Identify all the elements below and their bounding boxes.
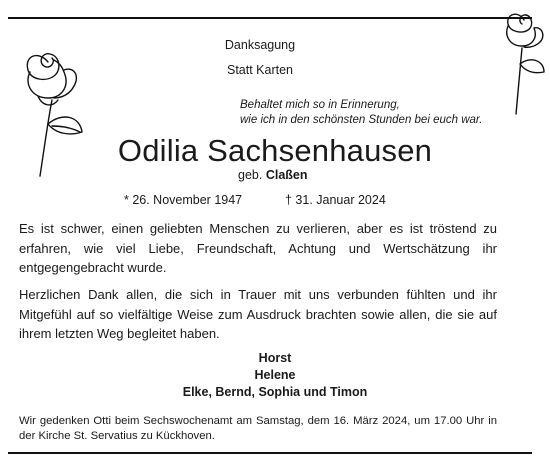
birth-date: * 26. November 1947 [124, 193, 243, 207]
memorial-quote [240, 98, 500, 128]
paragraph-1: Es ist schwer, einen geliebten Menschen zu verlieren, aber es ist tröstend zu erfahren, wie viel Liebe, Freundschaft, Achtung und Wertschätzung ihr entgegengebracht wurde. [19, 221, 497, 275]
memorial-service-note: Wir gedenken Otti beim Sechswochenamt am Samstag, dem 16. März 2024, um 17.00 Uhr in der Kirche St. Servatius zu Kückhoven. [19, 415, 497, 442]
maiden-name: Claßen [265, 168, 308, 182]
signers [0, 350, 550, 401]
notice-subheader: Statt Karten [226, 63, 293, 77]
quote-line-2: wie ich in den schönsten Stunden bei euch war. [240, 114, 483, 126]
notice-header: Danksagung [224, 38, 296, 52]
rose-corner-icon [500, 6, 550, 116]
paragraph-2: Herzlichen Dank allen, die sich in Trauer mit uns verbunden fühlten und ihr Mitgefühl auf so vielfältige Weise zum Ausdruck brachten sowie allen, die sie auf ihrem letzten Weg begleitet haben. [19, 287, 497, 341]
maiden-name-line [238, 168, 308, 182]
signer-2: Helene [254, 368, 296, 382]
deceased-name: Odilia Sachsenhausen [117, 133, 433, 168]
quote-line-1: Behaltet mich so in Erinnerung, [240, 99, 400, 111]
death-date: † 31. Januar 2024 [285, 193, 386, 207]
maiden-prefix: geb. [238, 168, 263, 182]
signer-3: Elke, Bernd, Sophia und Timon [182, 385, 368, 399]
signer-1: Horst [258, 351, 292, 365]
